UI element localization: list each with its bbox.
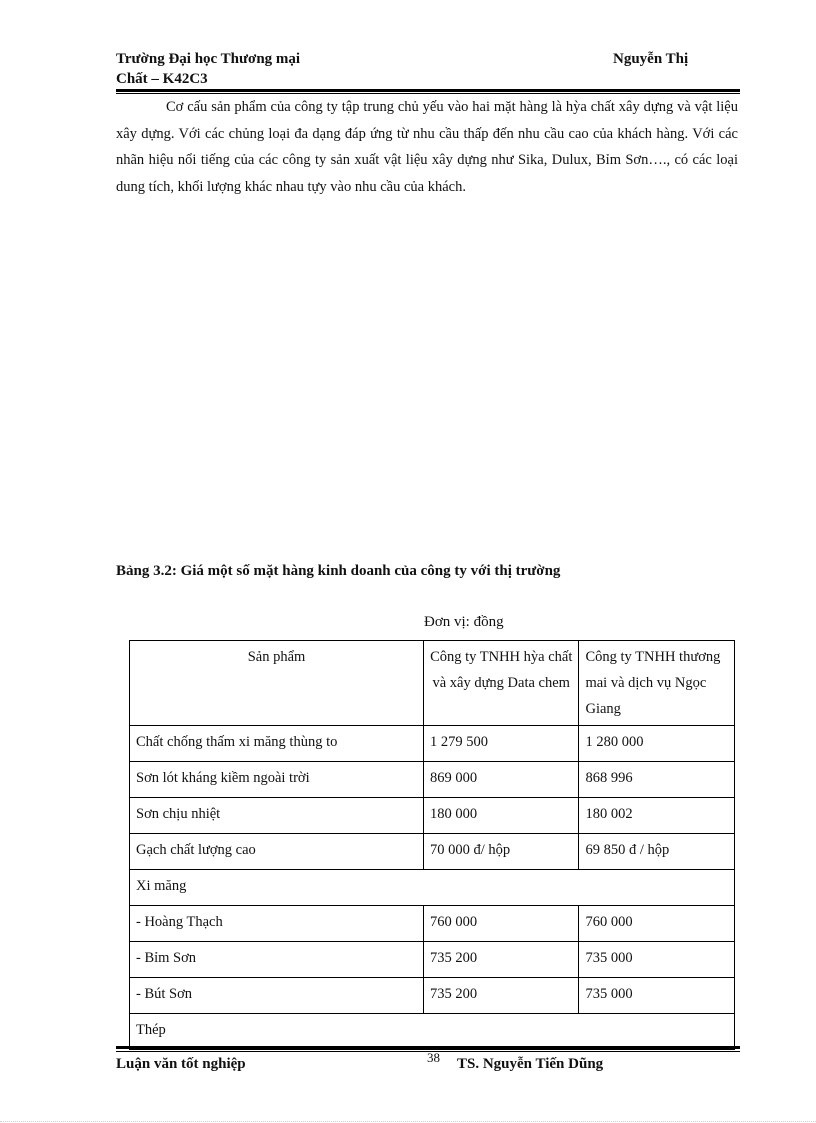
table-row-group: [130, 1014, 735, 1050]
cell-group-steel: Thép: [130, 1014, 735, 1050]
cell-product: - Hoàng Thạch: [130, 906, 424, 942]
cell-product: Sơn lót kháng kiềm ngoài trời: [130, 762, 424, 798]
footer-rule-thick: [116, 1046, 740, 1049]
cell-price-ngocgiang: 868 996: [579, 762, 735, 798]
table-unit: Đơn vị: đồng: [424, 614, 504, 630]
table-row: [130, 978, 735, 1014]
cell-price-ngocgiang: 760 000: [579, 906, 735, 942]
cell-product: Chất chống thấm xi măng thùng to: [130, 726, 424, 762]
header-rule-thick: [116, 89, 740, 92]
cell-product: Gạch chất lượng cao: [130, 834, 424, 870]
footer-right: TS. Nguyễn Tiến Dũng: [457, 1056, 604, 1072]
header-author: Nguyễn Thị: [613, 51, 689, 67]
cell-price-datachem: 180 000: [423, 798, 579, 834]
table-row: [130, 834, 735, 870]
cell-price-ngocgiang: 180 002: [579, 798, 735, 834]
header-class: Chất – K42C3: [116, 71, 208, 87]
body-paragraph: Cơ cấu sản phẩm của công ty tập trung chủ yếu vào hai mặt hàng là hỳa chất xây dựng và vật liệu xây dựng. Với các chủng loại đa dạng đáp ứng từ nhu cầu thấp đến nhu cầu cao của khách hàng. Với các nhãn hiệu nổi tiếng của các công ty sản xuất vật liệu xây dựng như Sika, Dulux, Bỉm Sơn…., có các loại dung tích, khối lượng khác nhau tựy vào nhu cầu của khách.: [116, 99, 738, 195]
cell-price-datachem: 1 279 500: [423, 726, 579, 762]
cell-price-ngocgiang: 735 000: [579, 942, 735, 978]
cell-product: - Bỉm Sơn: [130, 942, 424, 978]
table-row-group: [130, 870, 735, 906]
footer-left: Luận văn tốt nghiệp: [116, 1056, 246, 1072]
cell-price-ngocgiang: 1 280 000: [579, 726, 735, 762]
table-caption: Bảng 3.2: Giá một số mặt hàng kinh doanh của công ty với thị trường: [116, 563, 561, 579]
cell-price-datachem: 869 000: [423, 762, 579, 798]
price-table: [129, 640, 735, 1050]
header-ngocgiang: Công ty TNHH thương mai và dịch vụ Ngọc Giang: [579, 641, 735, 726]
table-row: [130, 762, 735, 798]
page-number: 38: [427, 1050, 440, 1065]
cell-group-cement: Xi măng: [130, 870, 735, 906]
cell-price-datachem: 70 000 đ/ hộp: [423, 834, 579, 870]
table-row: [130, 726, 735, 762]
cell-price-datachem: 760 000: [423, 906, 579, 942]
cell-price-ngocgiang: 69 850 đ / hộp: [579, 834, 735, 870]
table-row: [130, 906, 735, 942]
cell-price-datachem: 735 200: [423, 978, 579, 1014]
bottom-dotted-edge: [0, 1121, 816, 1122]
table-row: [130, 798, 735, 834]
cell-product: Sơn chịu nhiệt: [130, 798, 424, 834]
cell-product: - Bút Sơn: [130, 978, 424, 1014]
table-row: [130, 942, 735, 978]
header-datachem: Công ty TNHH hỳa chất và xây dựng Data chem: [423, 641, 579, 726]
header-product: Sản phẩm: [130, 641, 424, 726]
cell-price-datachem: 735 200: [423, 942, 579, 978]
header-university: Trường Đại học Thương mại: [116, 51, 301, 67]
table-header-row: [130, 641, 735, 726]
cell-price-ngocgiang: 735 000: [579, 978, 735, 1014]
